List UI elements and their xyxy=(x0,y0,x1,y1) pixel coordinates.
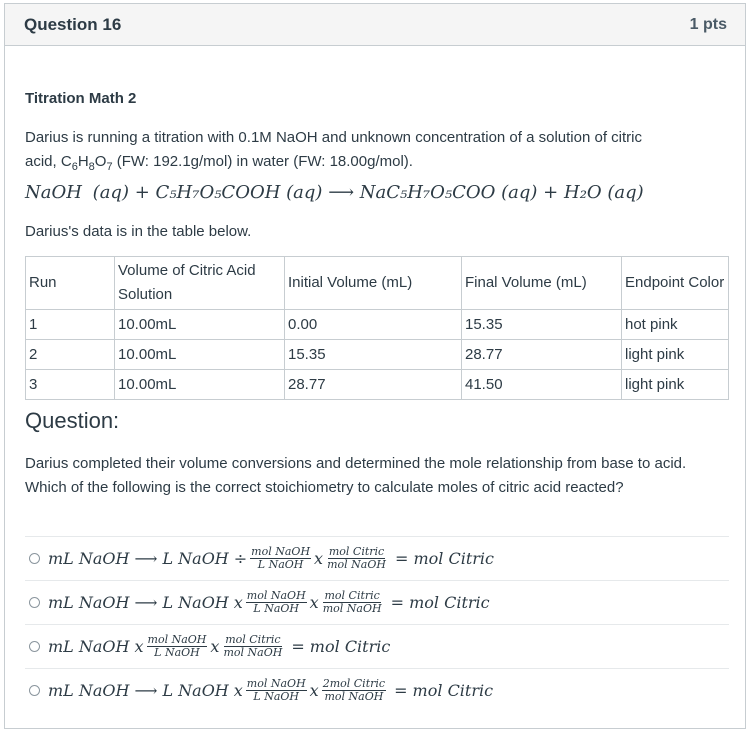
answer-term: L NaOH xyxy=(162,593,229,612)
denominator: mol NaOH xyxy=(322,602,382,615)
titration-data-table xyxy=(25,256,729,400)
answer-term: mL NaOH xyxy=(48,681,130,700)
question-heading: Titration Math 2 xyxy=(25,90,137,107)
eq-plus: + xyxy=(134,182,150,203)
fraction xyxy=(326,546,387,571)
table-cell: light pink xyxy=(622,340,729,370)
table-row xyxy=(26,310,729,340)
radio-button[interactable] xyxy=(29,641,40,652)
numerator: mol NaOH xyxy=(246,677,306,690)
intro-text: acid, C xyxy=(25,153,72,170)
table-header: Final Volume (mL) xyxy=(462,257,622,310)
denominator: L NaOH xyxy=(154,646,200,659)
question-text xyxy=(25,452,715,500)
answer-list xyxy=(25,536,729,712)
eq-product-2: H₂O xyxy=(564,182,602,203)
table-cell: hot pink xyxy=(622,310,729,340)
question-header xyxy=(5,4,745,46)
eq-reactant-2: C₅H₇O₅COOH xyxy=(155,182,281,203)
answer-term: L NaOH xyxy=(162,549,229,568)
fraction xyxy=(246,678,307,703)
fraction xyxy=(322,590,383,615)
arrow-icon: ⟶ xyxy=(134,549,158,568)
numerator: mol NaOH xyxy=(147,633,207,646)
operator: x xyxy=(309,593,319,612)
table-cell: 10.00mL xyxy=(115,340,285,370)
eq-state-3: (aq) xyxy=(501,182,538,203)
table-header: Initial Volume (mL) xyxy=(285,257,462,310)
numerator: mol Citric xyxy=(328,545,385,558)
fraction xyxy=(246,590,307,615)
answer-result: = mol Citric xyxy=(394,681,494,700)
radio-button[interactable] xyxy=(29,553,40,564)
table-cell: 10.00mL xyxy=(115,310,285,340)
eq-state-1: (aq) xyxy=(92,182,129,203)
table-cell: 28.77 xyxy=(285,370,462,400)
table-cell: 1 xyxy=(26,310,115,340)
numerator: mol Citric xyxy=(225,633,281,646)
subscript: 6 xyxy=(71,161,78,173)
reaction-equation xyxy=(25,182,644,203)
operator: x xyxy=(134,637,144,656)
question-points: 1 pts xyxy=(689,15,727,33)
eq-reactant-1: NaOH xyxy=(25,182,82,203)
answer-expression xyxy=(48,678,493,703)
numerator: 2mol Citric xyxy=(322,677,386,690)
denominator: mol NaOH xyxy=(324,690,384,703)
question-line-1: Darius completed their volume conversions and determined the mole relationship from base to acid. xyxy=(25,455,687,472)
answer-option-4[interactable] xyxy=(25,668,729,712)
operator: x xyxy=(233,593,243,612)
table-header: Endpoint Color xyxy=(622,257,729,310)
intro-line-2 xyxy=(25,150,715,179)
eq-state-4: (aq) xyxy=(607,182,644,203)
numerator: mol Citric xyxy=(324,589,380,602)
operator: ÷ xyxy=(233,549,248,568)
intro-text: O xyxy=(94,153,107,170)
operator: x xyxy=(309,681,319,700)
question-line-2: Which of the following is the correct stoichiometry to calculate moles of citric acid reacted? xyxy=(25,479,624,496)
table-cell: light pink xyxy=(622,370,729,400)
table-header: Run xyxy=(26,257,115,310)
denominator: L NaOH xyxy=(253,690,300,703)
table-header-row xyxy=(26,257,729,310)
arrow-icon: ⟶ xyxy=(134,681,158,700)
denominator: L NaOH xyxy=(257,558,304,571)
eq-state-2: (aq) xyxy=(286,182,323,203)
answer-expression xyxy=(48,546,494,571)
intro-text: H xyxy=(77,153,89,170)
subscript: 7 xyxy=(106,161,113,173)
operator: x xyxy=(233,681,243,700)
table-cell: 28.77 xyxy=(462,340,622,370)
answer-option-2[interactable] xyxy=(25,580,729,624)
question-title: Question 16 xyxy=(24,14,122,34)
table-cell: 41.50 xyxy=(462,370,622,400)
answer-result: = mol Citric xyxy=(291,637,391,656)
answer-term: mL NaOH xyxy=(48,637,130,656)
answer-result: = mol Citric xyxy=(390,593,490,612)
operator: x xyxy=(210,637,220,656)
radio-button[interactable] xyxy=(29,685,40,696)
arrow-icon: ⟶ xyxy=(134,593,158,612)
table-cell: 2 xyxy=(26,340,115,370)
table-header: Volume of Citric Acid Solution xyxy=(115,257,285,310)
answer-option-1[interactable] xyxy=(25,536,729,580)
answer-option-3[interactable] xyxy=(25,624,729,668)
operator: x xyxy=(314,549,324,568)
answer-expression xyxy=(48,634,390,659)
numerator: mol NaOH xyxy=(251,545,311,558)
fraction xyxy=(222,634,283,659)
table-row xyxy=(26,340,729,370)
fraction xyxy=(147,634,208,659)
fraction xyxy=(322,678,386,703)
table-cell: 10.00mL xyxy=(115,370,285,400)
eq-product-1: NaC₅H₇O₅COO xyxy=(359,182,496,203)
eq-plus-2: + xyxy=(543,182,559,203)
fraction xyxy=(250,546,311,571)
answer-term: mL NaOH xyxy=(48,549,130,568)
answer-expression xyxy=(48,590,490,615)
intro-paragraph xyxy=(25,126,715,179)
intro-text: (FW: 192.1g/mol) in water (FW: 18.00g/mol). xyxy=(112,153,413,170)
table-cell: 15.35 xyxy=(462,310,622,340)
eq-arrow: ⟶ xyxy=(328,182,354,203)
table-row xyxy=(26,370,729,400)
subscript: 8 xyxy=(88,161,95,173)
table-intro: Darius's data is in the table below. xyxy=(25,223,252,240)
question-card xyxy=(4,3,746,729)
denominator: L NaOH xyxy=(253,602,300,615)
table-cell: 3 xyxy=(26,370,115,400)
table-cell: 15.35 xyxy=(285,340,462,370)
numerator: mol NaOH xyxy=(246,589,306,602)
question-subheading: Question: xyxy=(25,408,120,433)
intro-line-1: Darius is running a titration with 0.1M NaOH and unknown concentration of a solution of citric xyxy=(25,129,642,146)
denominator: mol NaOH xyxy=(223,646,283,659)
answer-term: L NaOH xyxy=(162,681,229,700)
answer-term: mL NaOH xyxy=(48,593,130,612)
answer-result: = mol Citric xyxy=(394,549,494,568)
radio-button[interactable] xyxy=(29,597,40,608)
denominator: mol NaOH xyxy=(327,558,386,571)
table-cell: 0.00 xyxy=(285,310,462,340)
